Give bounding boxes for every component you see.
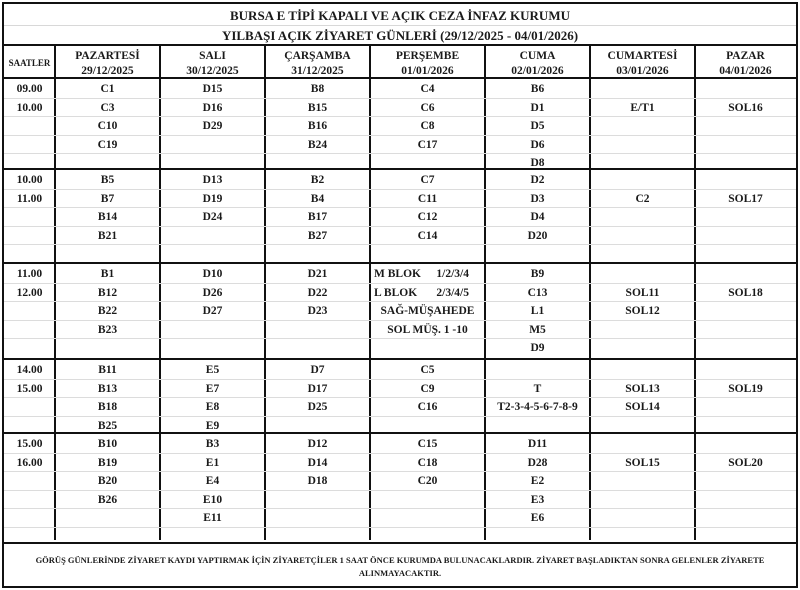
ward-assignment: E8 [205, 401, 220, 413]
slot-start-time: 15.00 [16, 438, 43, 450]
ward-assignment: B2 [310, 174, 325, 186]
ward-assignment: SOL14 [625, 401, 660, 413]
day-header [695, 46, 796, 81]
ward-assignment: C20 [417, 475, 438, 487]
ward-assignment: D20 [527, 229, 548, 242]
ward-assignment: D28 [527, 456, 548, 469]
block-wards: 1/2/3/4 [436, 268, 469, 280]
ward-assignment: D3 [530, 192, 545, 205]
ward-assignment: E11 [203, 512, 222, 524]
ward-assignment: C15 [417, 438, 438, 450]
day-header [370, 46, 485, 81]
ward-assignment: B22 [97, 305, 118, 317]
ward-assignment: D19 [202, 192, 223, 205]
ward-assignment: B7 [100, 192, 115, 205]
ward-assignment: D14 [307, 456, 328, 469]
ward-assignment: E5 [205, 364, 220, 376]
ward-assignment: B27 [307, 229, 328, 242]
ward-assignment: M5 [529, 323, 546, 336]
time-slot-divider [4, 168, 796, 170]
time-slot-divider [4, 432, 796, 434]
ward-assignment: B26 [97, 493, 118, 506]
ward-assignment: D23 [307, 305, 328, 317]
ward-assignment: B25 [97, 419, 118, 432]
block-name: L BLOK [374, 286, 418, 299]
day-name: PAZARTESİ [75, 49, 140, 62]
ward-assignment: SOL17 [728, 192, 763, 205]
ward-assignment: B20 [97, 475, 118, 487]
ward-assignment: B9 [530, 268, 545, 280]
day-date: 04/01/2026 [719, 64, 772, 77]
ward-assignment: D22 [307, 286, 328, 299]
ward-assignment: C12 [417, 211, 438, 223]
ward-assignment: B19 [97, 456, 118, 469]
ward-assignment: D13 [202, 174, 223, 186]
ward-assignment: B16 [307, 120, 328, 132]
ward-assignment: D5 [530, 120, 545, 132]
slot-start-time: 10.00 [16, 174, 43, 186]
ward-assignment: C19 [97, 138, 118, 151]
ward-assignment: C7 [420, 174, 435, 186]
ward-assignment: T2-3-4-5-6-7-8-9 [497, 401, 578, 413]
ward-assignment: C11 [417, 192, 438, 205]
ward-assignment: B23 [97, 323, 118, 336]
day-header [160, 46, 265, 81]
ward-assignment: E2 [530, 475, 545, 487]
ward-assignment: SAĞ-MÜŞAHEDE [380, 305, 475, 317]
day-date: 30/12/2025 [186, 64, 239, 77]
ward-assignment: D27 [202, 305, 223, 317]
day-name: SALI [199, 49, 226, 62]
ward-assignment: SOL19 [728, 382, 763, 395]
ward-assignment: D21 [307, 268, 328, 280]
ward-assignment: C18 [417, 456, 438, 469]
ward-assignment: B21 [97, 229, 118, 242]
ward-assignment: B10 [97, 438, 118, 450]
day-header [265, 46, 370, 81]
ward-assignment: B24 [307, 138, 328, 151]
ward-assignment: D1 [530, 101, 545, 114]
slot-end-time: 15.00 [16, 382, 43, 395]
ward-assignment: B5 [100, 174, 115, 186]
ward-assignment: E1 [205, 456, 220, 469]
day-name: CUMA [519, 49, 556, 62]
ward-assignment: B11 [98, 364, 117, 376]
day-header [55, 46, 160, 81]
footer-note: GÖRÜŞ GÜNLERİNDE ZİYARET KAYDI YAPTIRMAK İÇİN ZİYARETÇİLER 1 SAAT ÖNCE KURUMDA BULUNACAKLARDIR. ZİYARET BAŞLADIKTAN SONRA GELENLER ZİYARETE ALINMAYACAKTIR. [4, 542, 796, 586]
ward-assignment: B8 [310, 83, 325, 95]
ward-assignment: E9 [205, 419, 220, 432]
ward-assignment: C8 [420, 120, 435, 132]
slot-end-time: 16.00 [16, 456, 43, 469]
day-date: 01/01/2026 [401, 64, 454, 77]
ward-assignment [370, 284, 481, 302]
ward-assignment: C5 [420, 364, 435, 376]
day-name: PAZAR [726, 49, 765, 62]
ward-assignment: C13 [527, 286, 548, 299]
block-wards: 2/3/4/5 [436, 286, 469, 299]
slot-end-time: 12.00 [16, 286, 43, 299]
ward-assignment: D29 [202, 120, 223, 132]
ward-assignment: SOL12 [625, 305, 660, 317]
day-date: 31/12/2025 [291, 64, 344, 77]
ward-assignment: C1 [100, 83, 115, 95]
ward-assignment: D4 [530, 211, 545, 223]
ward-assignment: B3 [205, 438, 220, 450]
slot-end-time: 10.00 [16, 101, 43, 114]
day-header [485, 46, 590, 81]
ward-assignment: B14 [97, 211, 118, 223]
ward-assignment: SOL18 [728, 286, 763, 299]
ward-assignment: C14 [417, 229, 438, 242]
ward-assignment [370, 265, 481, 283]
ward-assignment: C3 [100, 101, 115, 114]
ward-assignment: D2 [530, 174, 545, 186]
ward-assignment: C6 [420, 101, 435, 114]
day-name: ÇARŞAMBA [284, 49, 351, 62]
slot-start-time: 09.00 [16, 83, 43, 95]
grid-subline [4, 527, 796, 528]
ward-assignment: B1 [100, 268, 115, 280]
ward-assignment: E4 [205, 475, 220, 487]
ward-assignment: D11 [527, 438, 548, 450]
schedule-sheet [2, 2, 798, 588]
ward-assignment: D8 [530, 157, 545, 169]
ward-assignment: SOL15 [625, 456, 660, 469]
ward-assignment: SOL11 [625, 286, 660, 299]
ward-assignment: D6 [530, 138, 545, 151]
ward-assignment: D16 [202, 101, 223, 114]
ward-assignment: E10 [202, 493, 223, 506]
ward-assignment: C16 [417, 401, 438, 413]
hours-column-header: SAATLER [8, 58, 51, 68]
slot-start-time: 14.00 [16, 364, 43, 376]
ward-assignment: C17 [417, 138, 438, 151]
ward-assignment: D15 [202, 83, 223, 95]
institution-title: BURSA E TİPİ KAPALI VE AÇIK CEZA İNFAZ KURUMU [230, 8, 570, 23]
day-name: PERŞEMBE [395, 49, 460, 62]
block-name: M BLOK [374, 268, 421, 280]
ward-assignment: SOL16 [728, 101, 763, 114]
ward-assignment: B13 [97, 382, 118, 395]
ward-assignment: E6 [530, 512, 545, 524]
ward-assignment: T [533, 382, 542, 395]
ward-assignment: B12 [97, 286, 118, 299]
ward-assignment: D18 [307, 475, 328, 487]
ward-assignment: E7 [205, 382, 220, 395]
ward-assignment: D10 [202, 268, 223, 280]
day-name: CUMARTESİ [607, 49, 678, 62]
ward-assignment: D9 [530, 342, 545, 354]
day-header [590, 46, 695, 81]
ward-assignment: E3 [530, 493, 545, 506]
ward-assignment: B18 [97, 401, 118, 413]
ward-assignment: SOL MÜŞ. 1 -10 [387, 323, 468, 336]
ward-assignment: C4 [420, 83, 435, 95]
time-slot-divider [4, 262, 796, 264]
ward-assignment: C10 [97, 120, 118, 132]
ward-assignment: E/T1 [630, 101, 655, 114]
ward-assignment: D26 [202, 286, 223, 299]
ward-assignment: C9 [420, 382, 435, 395]
ward-assignment: B6 [530, 83, 545, 95]
ward-assignment: D12 [307, 438, 328, 450]
ward-assignment: D17 [307, 382, 328, 395]
ward-assignment: D25 [307, 401, 328, 413]
ward-assignment: SOL13 [625, 382, 660, 395]
ward-assignment: D24 [202, 211, 223, 223]
ward-assignment: B17 [307, 211, 328, 223]
day-date: 03/01/2026 [616, 64, 669, 77]
ward-assignment: B15 [307, 101, 328, 114]
ward-assignment: B4 [310, 192, 325, 205]
ward-assignment: L1 [530, 305, 545, 317]
day-date: 02/01/2026 [511, 64, 564, 77]
ward-assignment: D7 [310, 364, 325, 376]
time-slot-divider [4, 358, 796, 360]
schedule-title: YILBAŞI AÇIK ZİYARET GÜNLERİ (29/12/2025 - 04/01/2026) [4, 25, 796, 46]
slot-end-time: 11.00 [16, 192, 43, 205]
ward-assignment: C2 [635, 192, 650, 205]
day-date: 29/12/2025 [81, 64, 134, 77]
ward-assignment: SOL20 [728, 456, 763, 469]
slot-start-time: 11.00 [16, 268, 43, 280]
